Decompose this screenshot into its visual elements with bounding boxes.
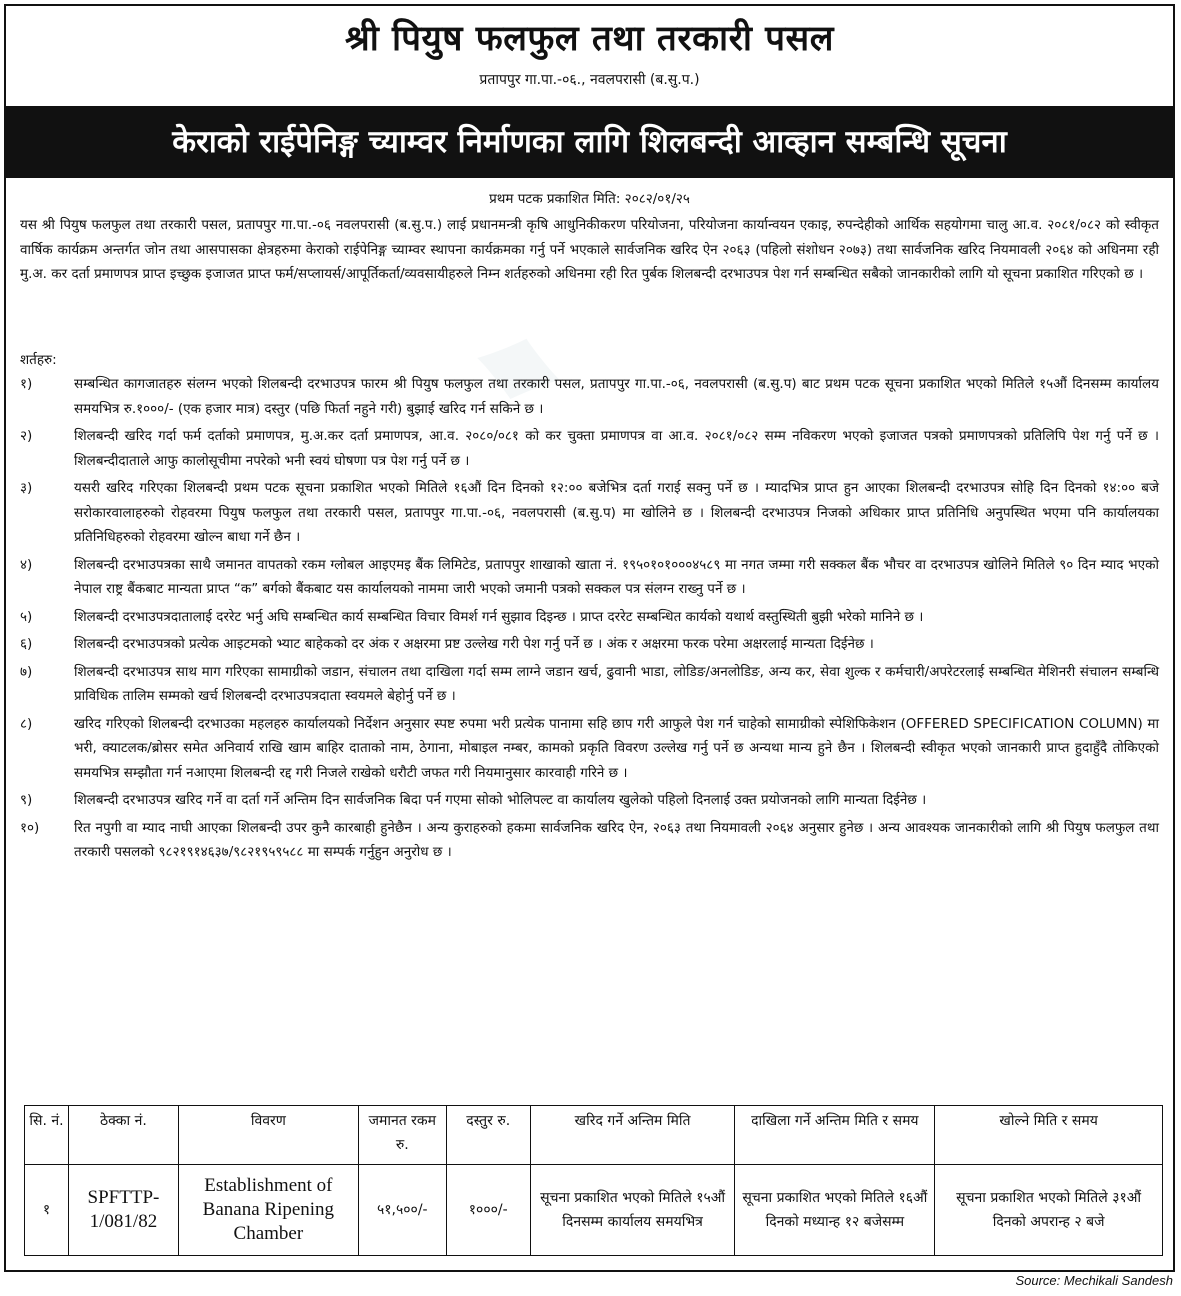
- header-security-amount: जमानत रकम रु.: [358, 1106, 446, 1165]
- tender-table: [24, 1105, 1163, 1256]
- terms-heading: शर्तहरु:: [20, 352, 57, 368]
- term-number: ४): [20, 556, 33, 573]
- header-purchase-deadline: खरिद गर्ने अन्तिम मिति: [530, 1106, 735, 1165]
- cell-opening-datetime: सूचना प्रकाशित भएको मितिले ३१औं दिनको अपरान्ह २ बजे: [935, 1165, 1163, 1256]
- header-contract-no: ठेक्का नं.: [68, 1106, 178, 1165]
- header-submission-deadline: दाखिला गर्ने अन्तिम मिति र समय: [735, 1106, 935, 1165]
- term-item: [20, 424, 1159, 473]
- cell-description: Establishment of Banana Ripening Chamber: [178, 1165, 358, 1256]
- term-item: [20, 788, 1159, 813]
- term-number: ५): [20, 608, 33, 625]
- cell-serial: १: [25, 1165, 69, 1256]
- term-number: ६): [20, 636, 33, 652]
- term-text: शिलबन्दी दरभाउपत्र खरिद गर्ने वा दर्ता गर्ने अन्तिम दिन सार्वजनिक बिदा पर्न गएमा सोको भोलिपल्ट वा कार्यालय खुलेको पहिलो दिनलाई उक्त प्रयोजनको लागि मान्यता दिईनेछ ।: [74, 792, 927, 808]
- organization-address: प्रतापपुर गा.पा.-०६., नवलपरासी (ब.सु.प.): [479, 72, 700, 88]
- cell-fee: १०००/-: [446, 1165, 530, 1256]
- intro-paragraph: यस श्री पियुष फलफुल तथा तरकारी पसल, प्रतापपुर गा.पा.-०६ नवलपरासी (ब.सु.प.) लाई प्रधानमन्त्री कृषि आधुनिकीकरण परियोजना, परियोजना कार्यान्वयन एकाइ, रुपन्देहीको आर्थिक सहयोगमा चालु आ.व. २०८१/०८२ को स्वीकृत वार्षिक कार्यक्रम अन्तर्गत जोन तथा आसपासका क्षेत्रहरुमा केराको राईपेनिङ्ग च्याम्वर स्थापना कार्यक्रमका गर्नु पर्ने भएकाले सार्वजनिक खरिद ऐन २०६३ (पहिलो संशोधन २०७३) तथा सार्वजनिक खरिद नियमावली २०६४ को अधिनमा रही मु.अ. कर दर्ता प्रमाणपत्र प्राप्त इच्छुक इजाजत प्राप्त फर्म/सप्लायर्स/आपूर्तिकर्ता/व्यवसायीहरुले निम्न शर्तहरुको अधिनमा रही रित पुर्बक शिलबन्दी दरभाउपत्र पेश गर्न सम्बन्धित सबैको जानकारीको लागि यो सूचना प्रकाशित गरिएको छ ।: [20, 217, 1159, 282]
- term-number: १०): [20, 819, 40, 836]
- terms-list: [20, 372, 1159, 868]
- notice-title: केराको राईपेनिङ्ग च्याम्वर निर्माणका लागि शिलबन्दी आव्हान सम्बन्धि सूचना: [6, 106, 1173, 178]
- header-opening-datetime: खोल्ने मिति र समय: [935, 1106, 1163, 1165]
- term-number: ३): [20, 480, 33, 496]
- term-item: [20, 712, 1159, 786]
- term-item: [20, 632, 1159, 657]
- organization-name: श्री पियुष फलफुल तथा तरकारी पसल: [345, 19, 834, 59]
- table-row: [25, 1165, 1163, 1256]
- cell-submission-deadline: सूचना प्रकाशित भएको मितिले १६औं दिनको मध्यान्ह १२ बजेसम्म: [735, 1165, 935, 1256]
- term-text: खरिद गरिएको शिलबन्दी दरभाउका महलहरु कार्यालयको निर्देशन अनुसार स्पष्ट रुपमा भरी प्रत्येक पानामा सहि छाप गरी आफुले पेश गर्न चाहेको सामाग्रीको स्पेशिफिकेशन (OFFERED SPECIFICATION COLUMN) मा भरी, क्याटलक/ब्रोसर समेत अनिवार्य राखि खाम बाहिर दाताको नाम, ठेगाना, मोबाइल नम्बर, कामको प्रकृति विवरण उल्लेख गर्नु पर्ने छ अन्यथा मान्य हुने छैन । शिलबन्दी स्वीकृत भएको जानकारी प्राप्त हुदाहुँदै तोकिएको समयभित्र सम्झौता गर्न नआएमा शिलबन्दी रद्द गरी निजले राखेको धरौटी जफत गरी नियमानुसार कारवाही गरिने छ ।: [74, 715, 1159, 781]
- term-number: ८): [20, 715, 33, 732]
- term-item: [20, 476, 1159, 550]
- term-text: शिलबन्दी दरभाउपत्रदातालाई दररेट भर्नु अघि सम्बन्धित कार्य सम्बन्धित विचार विमर्श गर्न सुझाव दिइन्छ । प्राप्त दररेट सम्बन्धित कार्यको यथार्थ वस्तुस्थिती बुझी भरेको मानिने छ ।: [74, 608, 924, 625]
- term-text: यसरी खरिद गरिएका शिलबन्दी प्रथम पटक सूचना प्रकाशित भएको मितिले १६औं दिन दिनको १२:०० बजेभित्र दर्ता गराई सक्नु पर्ने छ । म्यादभित्र प्राप्त हुन आएका शिलबन्दी दरभाउपत्र सोहि दिन दिनको १४:०० बजे सरोकारवालाहरुको रोहवरमा पियुष फलफुल तथा तरकारी पसल, प्रतापपुर गा.पा.-०६, नवलपरासी (ब.सु.प) मा खोलिने छ । शिलबन्दी दरभाउपत्र निजको अधिकार प्राप्त प्रतिनिधि अनुपस्थित भएमा पनि कार्यालयका प्रतिनिधिहरुको रोहवरमा खोल्न बाधा गर्ने छैन ।: [74, 480, 1159, 545]
- source-credit: Source: Mechikali Sandesh: [1015, 1273, 1173, 1288]
- term-text: शिलबन्दी खरिद गर्दा फर्म दर्ताको प्रमाणपत्र, मु.अ.कर दर्ता प्रमाणपत्र, आ.व. २०८०/०८१ को कर चुक्ता प्रमाणपत्र वा आ.व. २०८१/०८२ सम्म नविकरण भएको इजाजत पत्रको प्रमाणपत्रको प्रतिलिपि पेश गर्नु पर्ने छ । शिलबन्दीदाताले आफु कालोसूचीमा नपरेको भनी स्वयं घोषणा पत्र पेश गर्नु पर्ने छ ।: [74, 428, 1159, 469]
- watermark: ♦: [426, 312, 597, 422]
- term-text: शिलबन्दी दरभाउपत्रका साथै जमानत वापतको रकम ग्लोबल आइएमइ बैंक लिमिटेड, प्रतापपुर शाखाको खाता नं. १९५०१०१०००४५८९ मा नगत जम्मा गरी सक्कल बैंक भौचर वा दरभाउपत्र खोलिने मितिले ९० दिन म्याद भएको नेपाल राष्ट्र बैंकबाट मान्यता प्राप्त “क” बर्गको बैंकबाट यस कार्यालयको नाममा जारी भएको जमानी पत्रको सक्कल पत्र संलग्न राख्नु पर्ने छ ।: [74, 556, 1159, 597]
- term-item: [20, 372, 1159, 421]
- header-description: विवरण: [178, 1106, 358, 1165]
- cell-purchase-deadline: सूचना प्रकाशित भएको मितिले १५औं दिनसम्म कार्यालय समयभित्र: [530, 1165, 735, 1256]
- notice-frame: [4, 4, 1175, 1272]
- term-text: सम्बन्धित कागजातहरु संलग्न भएको शिलबन्दी दरभाउपत्र फारम श्री पियुष फलफुल तथा तरकारी पसल, प्रतापपुर गा.पा.-०६, नवलपरासी (ब.सु.प) बाट प्रथम पटक सूचना प्रकाशित भएको मितिले १५औं दिनसम्म कार्यालय समयभित्र रु.१०००/- (एक हजार मात्र) दस्तुर (पछि फिर्ता नहुने गरी) बुझाई खरिद गर्न सकिने छ ।: [74, 376, 1159, 417]
- cell-contract-no: SPFTTP-1/081/82: [68, 1165, 178, 1256]
- term-number: ९): [20, 792, 33, 808]
- cell-security-amount: ५१,५००/-: [358, 1165, 446, 1256]
- term-text: शिलबन्दी दरभाउपत्रको प्रत्येक आइटमको भ्याट बाहेकको दर अंक र अक्षरमा प्रष्ट उल्लेख गरी पेश गर्नु पर्ने छ । अंक र अक्षरमा फरक परेमा अक्षरलाई मान्यता दिईनेछ ।: [74, 636, 874, 652]
- header-serial: सि. नं.: [25, 1106, 69, 1165]
- term-item: [20, 553, 1159, 602]
- term-text: रित नपुगी वा म्याद नाघी आएका शिलबन्दी उपर कुनै कारबाही हुनेछैन । अन्य कुराहरुको हकमा सार्वजनिक खरिद ऐन, २०६३ तथा नियमावली २०६४ अनुसार हुनेछ । अन्य आवश्यक जानकारीको लागि श्री पियुष फलफुल तथा तरकारी पसलको ९८२१९१४६३७/९८२१९५९५८८ मा सम्पर्क गर्नुहुन अनुरोध छ ।: [74, 819, 1159, 860]
- term-item: [20, 816, 1159, 865]
- published-date: प्रथम पटक प्रकाशित मिति: २०८२/०१/२५: [489, 191, 690, 207]
- term-number: ७): [20, 663, 33, 680]
- header-fee: दस्तुर रु.: [446, 1106, 530, 1165]
- term-number: २): [20, 428, 33, 444]
- term-text: शिलबन्दी दरभाउपत्र साथ माग गरिएका सामाग्रीको जडान, संचालन तथा दाखिला गर्दा सम्म लाग्ने जडान खर्च, ढुवानी भाडा, लोडिङ/अनलोडिङ, अन्य कर, सेवा शुल्क र कर्मचारी/अपरेटरलाई सम्बन्धित मेशिनरी संचालन सम्बन्धि प्राविधिक तालिम सम्मको खर्च शिलबन्दी दरभाउपत्रदाता स्वयमले बेहोर्नु पर्ने छ ।: [74, 663, 1159, 704]
- table-header-row: [25, 1106, 1163, 1165]
- term-number: १): [20, 376, 33, 392]
- term-item: [20, 660, 1159, 709]
- term-item: [20, 605, 1159, 630]
